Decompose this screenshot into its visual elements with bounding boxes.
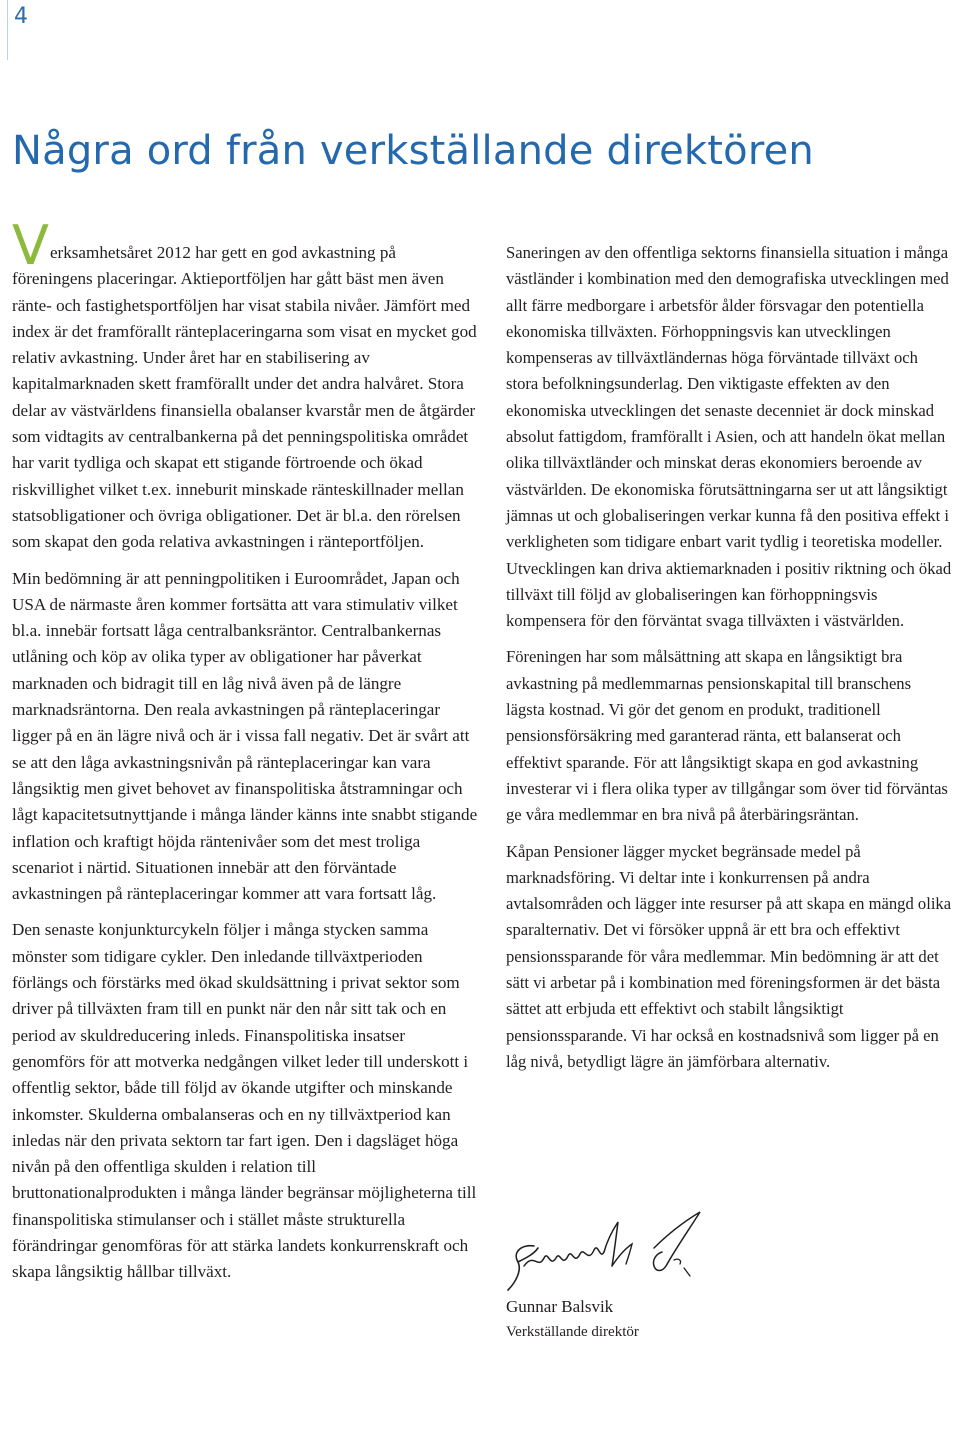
left-paragraph-1-text: erksamhetsåret 2012 har gett en god avkastning på föreningens placeringar. Aktieportföljen har gått bäst men även ränte- och fastighetsportföljen har visat stabila nivåer. Jämfört med index är det framförallt ränteplaceringarna som visat en mycket god relativ avkastning. Under året har en stabilisering av kapitalmarknaden skett framförallt under det andra halvåret. Stora delar av västvärldens finansiella obalanser kvarstår men de åtgärder som vidtagits av centralbankerna på det penningspolitiska området har varit tydliga och skapat ett stigande förtroende och ökad riskvillighet vilket t.ex. inneburit minskade ränteskillnader mellan statsobligationer och övriga obligationer. Det är bl.a. den rörelsen som skapat den goda relativa avkastningen i ränteportföljen.: [12, 243, 477, 552]
right-paragraph-2: Föreningen har som målsättning att skapa en långsiktigt bra avkastning på medlemmarnas pensionskapital till branschens lägsta kostnad. Vi gör det genom en produkt, traditionell pensionsförsäkring med garanterad ränta, ett balanserat och effektivt sparande. För att långsiktigt skapa en god avkastning investerar vi i flera olika typer av tillgångar som över tid förväntas ge våra medlemmar en bra nivå på återbäringsräntan.: [506, 647, 948, 825]
left-paragraph-2: Min bedömning är att penningpolitiken i Euroområdet, Japan och USA de närmaste åren kommer fortsätta att vara stimulativ vilket bl.a. innebär fortsatt låga centralbanksräntor. Centralbankernas utlåning och köp av olika typer av obligationer har påverkat marknaden och bidragit till en låg nivå även på de längre marknadsräntorna. Den reala avkastningen på ränteplaceringar ligger på en än lägre nivå och är i vissa fall negativ. Det är svårt att se att den låga avkastningsnivån på ränteplaceringar kan vara långsiktig men givet behovet av finanspolitiska åtstramningar och lågt kapacitetsutnyttjande i många länder känns inte snabbt stigande inflation och kraftigt höjda räntenivåer som det mest troliga scenariot i närtid. Situationen innebär att den förväntade avkastningen på ränteplaceringar kommer att vara fortsatt låg.: [12, 568, 478, 904]
page-title: Några ord från verkställande direktören: [12, 128, 814, 174]
right-paragraph-3: Kåpan Pensioner lägger mycket begränsade medel på marknadsföring. Vi deltar inte i konkurrensen på andra avtalsområden och lägger inte resurser på att skapa en mängd olika sparalternativ. Det vi försöker uppnå är ett bra och effektivt pensionssparande för våra medlemmar. Min bedömning är att det sätt vi arbetar på i kombination med föreningsformen är det bästa sättet att erbjuda ett effektivt och stabilt långsiktigt pensionssparande. Vi har också en kostnadsnivå som ligger på en låg nivå, betydligt lägre än jämförbara alternativ.: [506, 841, 952, 1071]
left-column: [12, 214, 480, 1296]
left-paragraph-1: [12, 214, 480, 556]
page-number: 4: [14, 4, 28, 29]
right-paragraph-1: Saneringen av den offentliga sektorns finansiella situation i många västländer i kombination med den demografiska utvecklingen med allt färre medborgare i arbetsför ålder försvagar den potentiella ekonomiska tillväxten. Förhoppningsvis kan utvecklingen kompenseras av tillväxtländernas höga förväntade tillväxt och stora befolkningsunderlag. Den viktigaste effekten av den ekonomiska utvecklingen det senaste decenniet är dock minskad absolut fattigdom, framförallt i Asien, och att handeln ökat mellan olika tillväxtländer och minskat deras ekonomiers beroende av västvärlden. De ekonomiska förutsättningarna ser ut att långsiktigt jämnas ut och globaliseringen verkar kunna få den positiva effekt i verkligheten som tidigare enbart varit tydlig i teoretiska modeller. Utvecklingen kan driva aktiemarknaden i positiv riktning och ökad tillväxt till följd av globaliseringen kan förhoppningsvis kompensera för den förväntat svaga tillväxten i västvärlden.: [506, 243, 952, 631]
handwritten-signature: [504, 1208, 714, 1294]
signer-title: Verkställande direktör: [506, 1324, 639, 1340]
signer-name: Gunnar Balsvik: [506, 1297, 614, 1316]
drop-cap: V: [12, 214, 49, 277]
right-column: [506, 240, 952, 1085]
left-paragraph-3: Den senaste konjunkturcykeln följer i många stycken samma mönster som tidigare cykler. Den inledande tillväxtperioden förlängs och förstärks med ökad skuldsättning i privat sektor som driver på tillväxten fram till en punkt när den når sitt tak och en period av skuldreducering inleds. Finanspolitiska insatser genomförs för att motverka nedgången vilket leder till underskott i offentlig sektor, både till följd av ökande utgifter och minskande inkomster. Skulderna ombalanseras och en ny tillväxtperiod kan inledas när den privata sektorn tar fart igen. Den i dagsläget höga nivån på den offentliga skulden i relation till bruttonationalprodukten i många länder begränsar möjligheterna till finanspolitiska stimulanser och i stället måste strukturella förändringar genomföras för att stärka landets konkurrenskraft och skapa långsiktig hållbar tillväxt.: [12, 920, 477, 1282]
page-number-rule: [7, 0, 8, 60]
